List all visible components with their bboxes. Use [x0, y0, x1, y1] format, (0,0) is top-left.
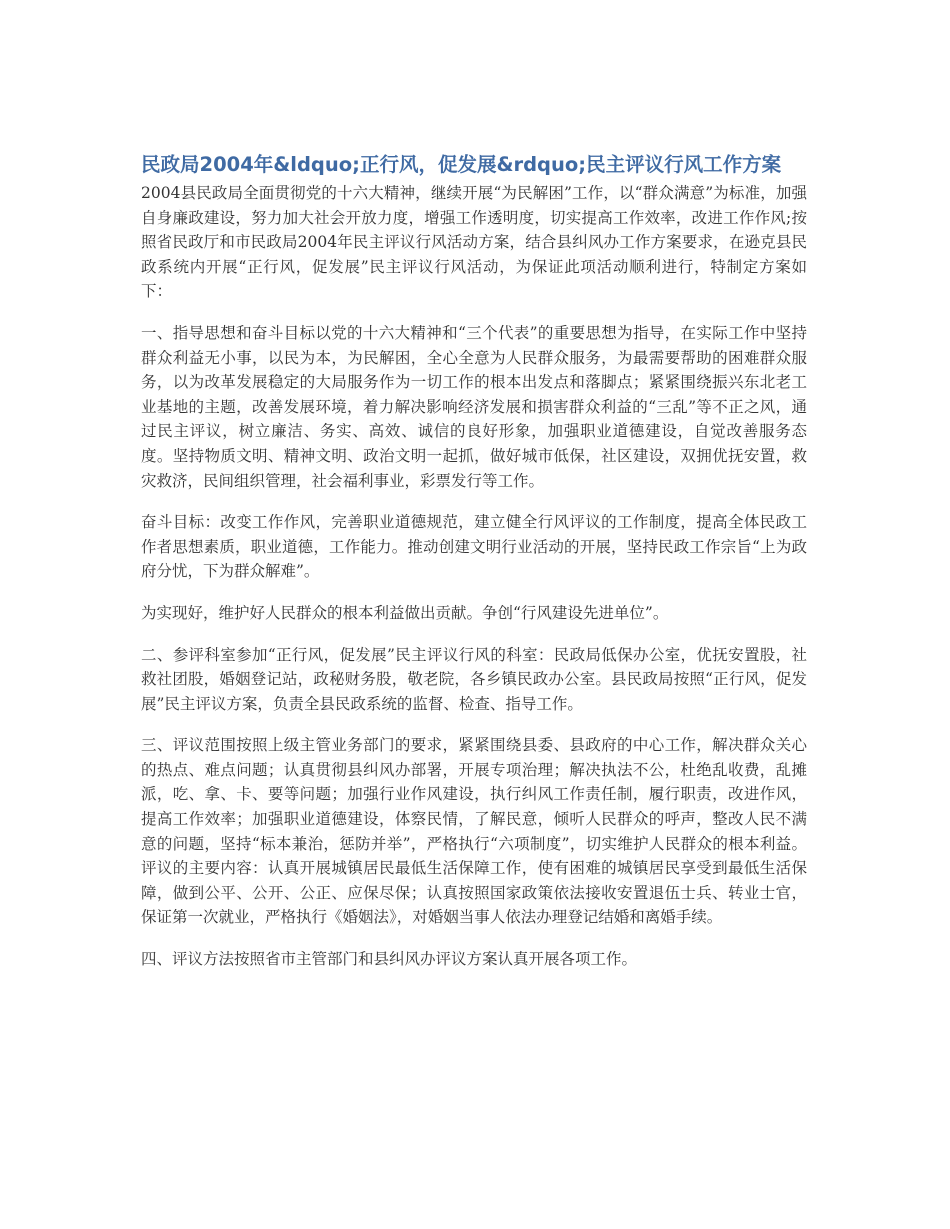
- section-1-guiding-ideology: 一、指导思想和奋斗目标以党的十六大精神和“三个代表”的重要思想为指导，在实际工作中坚持群众利益无小事，以民为本，为民解困，全心全意为人民群众服务，为最需要帮助的困难群众服务，以为改革发展稳定的大局服务作为一切工作的根本出发点和落脚点；紧紧围绕振兴东北老工业基地的主题，改善发展环境，着力解决影响经济发展和损害群众利益的“三乱”等不正之风，通过民主评议，树立廉洁、务实、高效、诚信的良好形象，加强职业道德建设，自觉改善服务态度。坚持物质文明、精神文明、政治文明一起抓，做好城市低保，社区建设，双拥优抚安置，救灾救济，民间组织管理，社会福利事业，彩票发行等工作。: [141, 323, 807, 490]
- section-4-evaluation-method: 四、评议方法按照省市主管部门和县纠风办评议方案认真开展各项工作。: [141, 950, 638, 969]
- section-1-goals-continued: 为实现好，维护好人民群众的根本利益做出贡献。争创“行风建设先进单位”。: [141, 603, 669, 622]
- section-2-participating-departments: 二、参评科室参加“正行风，促发展”民主评议行风的科室：民政局低保办公室，优抚安置股，社救社团股，婚姻登记站，政秘财务股，敬老院，各乡镇民政办公室。县民政局按照“正行风，促发展”民主评议方案，负责全县民政系统的监督、检查、指导工作。: [141, 645, 807, 713]
- document-title: 民政局2004年&ldquo;正行风，促发展&rdquo;民主评议行风工作方案: [141, 153, 782, 176]
- section-1-goals: 奋斗目标：改变工作作风，完善职业道德规范，建立健全行风评议的工作制度，提高全体民政工作者思想素质，职业道德，工作能力。推动创建文明行业活动的开展，坚持民政工作宗旨“上为政府分忧，下为群众解难”。: [141, 513, 807, 581]
- section-3-evaluation-scope: 三、评议范围按照上级主管业务部门的要求，紧紧围绕县委、县政府的中心工作，解决群众关心的热点、难点问题；认真贯彻县纠风办部署，开展专项治理；解决执法不公，杜绝乱收费，乱摊派，吃、拿、卡、要等问题；加强行业作风建设，执行纠风工作责任制，履行职责，改进作风，提高工作效率；加强职业道德建设，体察民情，了解民意，倾听人民群众的呼声，整改人民不满意的问题，坚持“标本兼治，惩防并举”，严格执行“六项制度”，切实维护人民群众的根本利益。评议的主要内容：认真开展城镇居民最低生活保障工作，使有困难的城镇居民享受到最低生活保障，做到公平、公开、公正、应保尽保；认真按照国家政策依法接收安置退伍士兵、转业士官，保证第一次就业，严格执行《婚姻法》，对婚姻当事人依法办理登记结婚和离婚手续。: [141, 736, 807, 927]
- document-page: [141, 150, 807, 972]
- intro-paragraph: 2004县民政局全面贯彻党的十六大精神，继续开展“为民解困”工作，以“群众满意”为标准，加强自身廉政建设，努力加大社会开放力度，增强工作透明度，切实提高工作效率，改进工作作风;按照省民政厅和市民政局2004年民主评议行风活动方案，结合县纠风办工作方案要求，在逊克县民政系统内开展“正行风，促发展”民主评议行风活动，为保证此项活动顺利进行，特制定方案如下：: [141, 184, 807, 301]
